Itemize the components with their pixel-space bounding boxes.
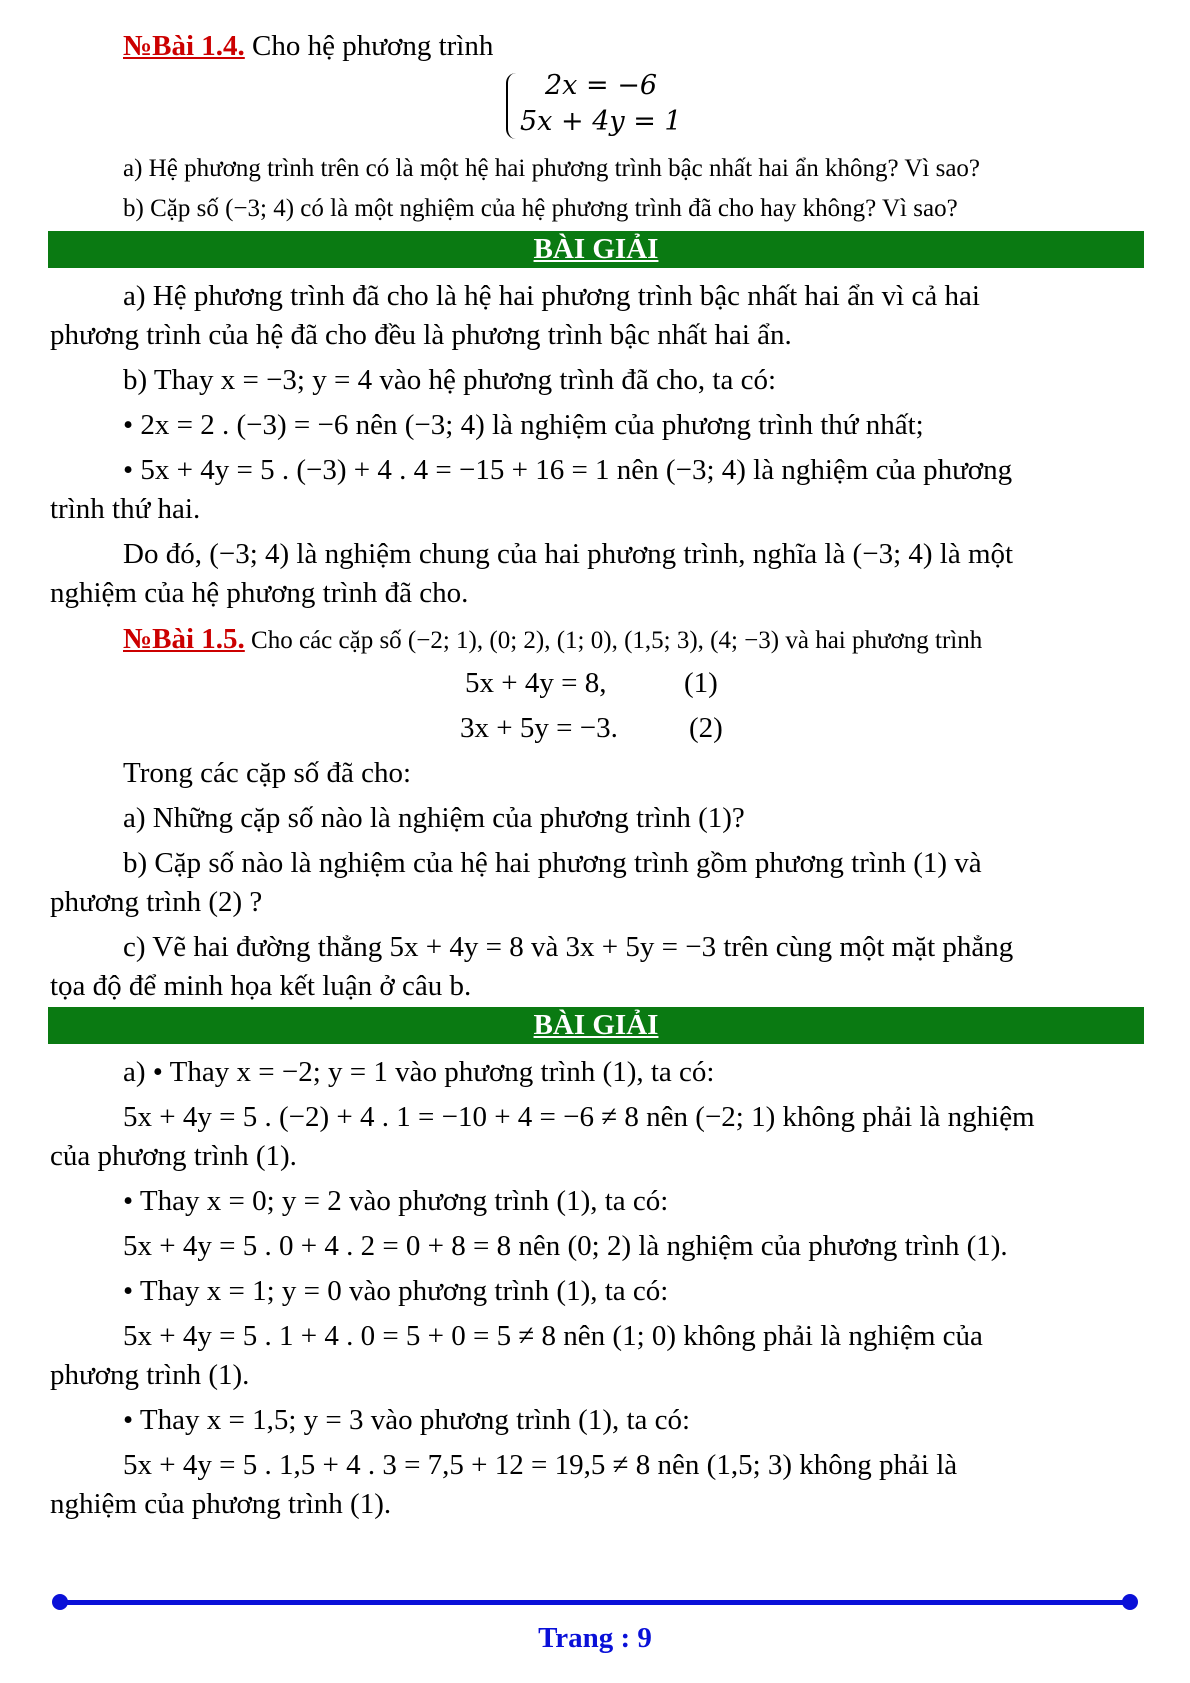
solution-2-line-11: nghiệm của phương trình (1). xyxy=(50,1488,392,1520)
question-b: b) Cặp số (−3; 4) có là một nghiệm của hệ phương trình đã cho hay không? Vì sao? xyxy=(123,195,958,222)
solution-2-line-3: của phương trình (1). xyxy=(50,1140,297,1172)
solution-a-line-1: a) Hệ phương trình đã cho là hệ hai phương trình bậc nhất hai ẩn vì cả hai xyxy=(123,280,980,312)
problem-1-5-question-b-1: b) Cặp số nào là nghiệm của hệ hai phương trình gồm phương trình (1) và xyxy=(123,847,982,879)
problem-1-5-question-c-2: tọa độ để minh họa kết luận ở câu b. xyxy=(50,970,472,1002)
solution-a-line-2: phương trình của hệ đã cho đều là phương trình bậc nhất hai ẩn. xyxy=(50,319,792,351)
equation-2-number: (2) xyxy=(689,712,723,744)
problem-1-4-intro: Cho hệ phương trình xyxy=(244,30,494,62)
solution-b-line-2: • 2x = 2 . (−3) = −6 nên (−3; 4) là nghiệm của phương trình thứ nhất; xyxy=(123,409,924,441)
problem-1-5-title: №Bài 1.5. xyxy=(123,623,245,655)
equation-1: 5x + 4y = 8, xyxy=(465,667,607,699)
solution-2-line-5: 5x + 4y = 5 . 0 + 4 . 2 = 0 + 8 = 8 nên (0; 2) là nghiệm của phương trình (1). xyxy=(123,1230,1008,1262)
solution-c-line-2: nghiệm của hệ phương trình đã cho. xyxy=(50,577,469,609)
solution-2-line-8: phương trình (1). xyxy=(50,1359,250,1391)
problem-1-5-heading xyxy=(123,623,982,656)
solution-2-line-2: 5x + 4y = 5 . (−2) + 4 . 1 = −10 + 4 = −6 ≠ 8 nên (−2; 1) không phải là nghiệm xyxy=(123,1101,1035,1133)
solution-2-line-6: • Thay x = 1; y = 0 vào phương trình (1), ta có: xyxy=(123,1275,669,1307)
solution-2-line-7: 5x + 4y = 5 . 1 + 4 . 0 = 5 + 0 = 5 ≠ 8 nên (1; 0) không phải là nghiệm của xyxy=(123,1320,983,1352)
solution-banner-2 xyxy=(48,1007,1144,1044)
solution-b-line-4: trình thứ hai. xyxy=(50,493,201,525)
solution-b-line-1: b) Thay x = −3; y = 4 vào hệ phương trình đã cho, ta có: xyxy=(123,364,777,396)
system-equation-2: 5x + 4y = 1 xyxy=(520,106,682,137)
footer-divider-right-dot xyxy=(1122,1594,1138,1610)
problem-1-5-question-a: a) Những cặp số nào là nghiệm của phương trình (1)? xyxy=(123,802,745,834)
page-number: Trang : 9 xyxy=(538,1622,652,1654)
solution-b-line-3: • 5x + 4y = 5 . (−3) + 4 . 4 = −15 + 16 = 1 nên (−3; 4) là nghiệm của phương xyxy=(123,454,1013,486)
footer-divider-left-dot xyxy=(52,1594,68,1610)
footer-divider xyxy=(60,1600,1130,1605)
problem-1-4-heading xyxy=(123,30,493,63)
system-brace xyxy=(506,73,520,139)
problem-1-5-lead: Trong các cặp số đã cho: xyxy=(123,757,412,789)
solution-2-line-1: a) • Thay x = −2; y = 1 vào phương trình (1), ta có: xyxy=(123,1056,715,1088)
solution-label-2: BÀI GIẢI xyxy=(533,1009,659,1041)
problem-1-4-title: №Bài 1.4. xyxy=(123,30,245,62)
solution-c-line-1: Do đó, (−3; 4) là nghiệm chung của hai phương trình, nghĩa là (−3; 4) là một xyxy=(123,538,1014,570)
problem-1-5-intro: Cho các cặp số (−2; 1), (0; 2), (1; 0), (1,5; 3), (4; −3) và hai phương trình xyxy=(244,627,983,654)
solution-2-line-10: 5x + 4y = 5 . 1,5 + 4 . 3 = 7,5 + 12 = 19,5 ≠ 8 nên (1,5; 3) không phải là xyxy=(123,1449,958,1481)
equation-2: 3x + 5y = −3. xyxy=(460,712,618,744)
question-a: a) Hệ phương trình trên có là một hệ hai phương trình bậc nhất hai ẩn không? Vì sao? xyxy=(123,155,981,182)
problem-1-5-question-b-2: phương trình (2) ? xyxy=(50,886,263,918)
equation-1-number: (1) xyxy=(684,667,718,699)
solution-banner-1 xyxy=(48,231,1144,268)
solution-2-line-4: • Thay x = 0; y = 2 vào phương trình (1), ta có: xyxy=(123,1185,669,1217)
system-equation-1: 2x = −6 xyxy=(545,70,657,101)
solution-label-1: BÀI GIẢI xyxy=(533,233,659,265)
solution-2-line-9: • Thay x = 1,5; y = 3 vào phương trình (1), ta có: xyxy=(123,1404,691,1436)
problem-1-5-question-c-1: c) Vẽ hai đường thẳng 5x + 4y = 8 và 3x + 5y = −3 trên cùng một mặt phẳng xyxy=(123,931,1014,963)
